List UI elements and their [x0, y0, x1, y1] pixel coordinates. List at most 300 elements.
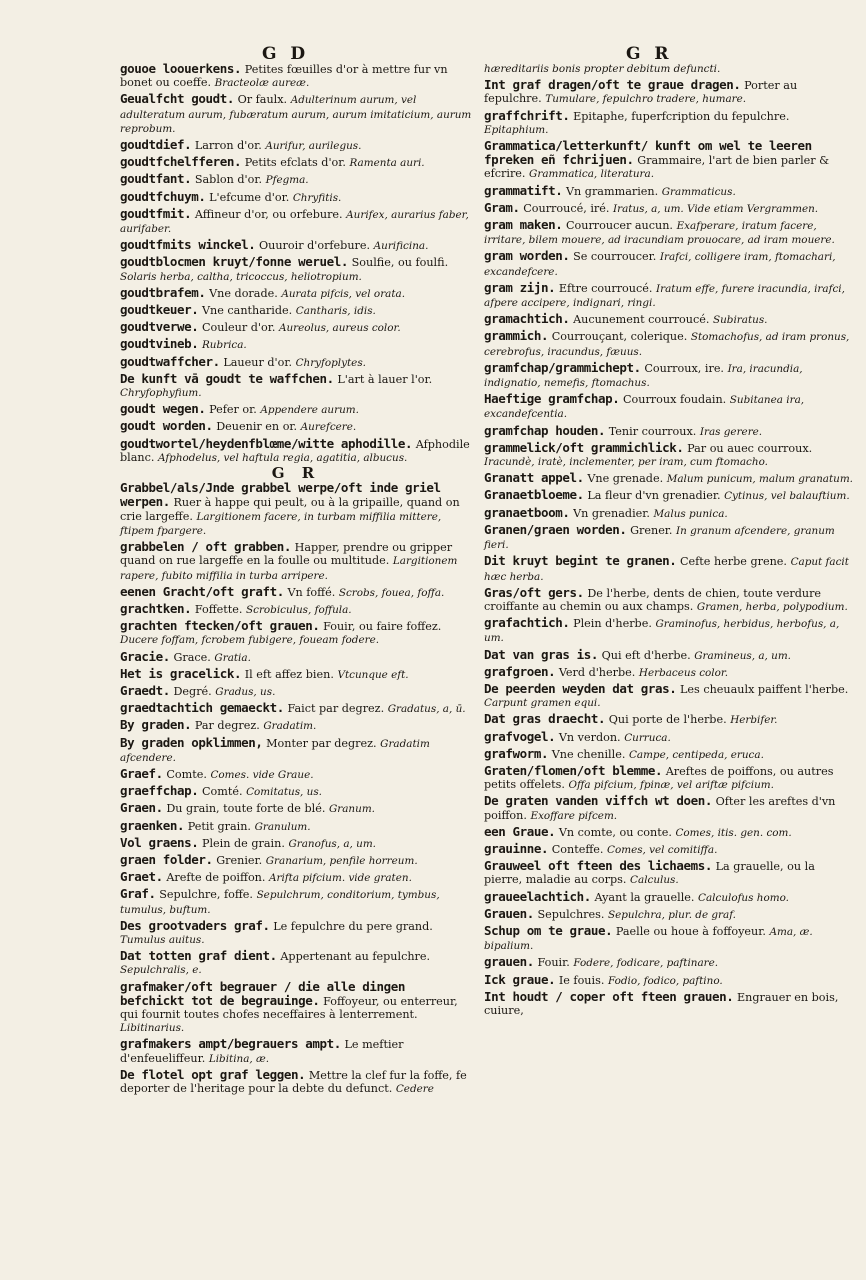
dictionary-entry	[120, 303, 472, 318]
entry-headword: De flotel opt graf leggen.	[120, 1066, 306, 1082]
entry-french: Monter par degrez.	[266, 736, 377, 750]
entry-headword: grafmaker/oft begrauer / die alle dingen befchickt tot de begrauinge.	[120, 978, 406, 1008]
dictionary-entry	[484, 281, 856, 310]
entry-headword: Geualfcht goudt.	[120, 91, 235, 107]
dictionary-entry	[484, 424, 856, 439]
entry-french: Courroux, ire.	[644, 361, 724, 375]
entry-latin: Chryfitis.	[292, 191, 342, 204]
entry-latin: Iratum effe, furere iracundia, irafci, afpere accipere, indignari, ringi.	[484, 282, 845, 310]
entry-latin: Iras gerere.	[699, 425, 763, 438]
entry-french: Petites fœuilles d'or à mettre fur vn bonet ou coeffe.	[120, 63, 448, 90]
entry-french: Grenier.	[216, 853, 263, 867]
entry-french: Or faulx.	[237, 93, 288, 107]
entry-french: Appertenant au fepulchre.	[280, 950, 431, 964]
entry-headword: goudtdief.	[120, 137, 192, 153]
dictionary-entry	[120, 585, 472, 600]
entry-french: Affineur d'or, ou orfebure.	[194, 207, 343, 221]
entry-latin: Comitatus, us.	[246, 786, 322, 799]
entry-french: Grammaire, l'art de bien parler & efcrire.	[484, 154, 830, 181]
entry-french: L'art à lauer l'or.	[337, 372, 433, 386]
entry-latin: In granum afcendere, granum fieri.	[484, 524, 835, 552]
entry-headword: Haeftige gramfchap.	[484, 391, 620, 407]
entry-french: L'efcume d'or.	[209, 190, 290, 204]
entry-latin: Appendere aurum.	[260, 404, 359, 417]
entry-french: Sablon d'or.	[194, 173, 263, 187]
entry-french: Ie fouis.	[558, 973, 605, 987]
dictionary-entry	[484, 441, 856, 469]
entry-headword: goudtwaffcher.	[120, 353, 220, 369]
dictionary-entry	[484, 201, 856, 216]
section-heading: G R	[271, 464, 321, 483]
entry-latin: Granarium, penfile horreum.	[265, 854, 418, 867]
dictionary-entry	[120, 419, 472, 434]
dictionary-entry	[484, 682, 856, 710]
dictionary-entry	[120, 155, 472, 170]
entry-latin: Epitaphium.	[484, 123, 549, 136]
entry-headword: goudtwortel/heydenfblœme/witte aphodille.	[120, 435, 413, 451]
dictionary-entry	[484, 747, 856, 762]
entry-headword: Graef.	[120, 765, 163, 781]
entry-latin: Solaris herba, caltha, tricoccus, heliotropium.	[120, 270, 362, 283]
entry-latin: Campe, centipeda, eruca.	[628, 748, 764, 761]
entry-latin: Arifta pifcium. vide graten.	[269, 872, 412, 885]
dictionary-entry	[484, 249, 856, 278]
entry-headword: Graen.	[120, 800, 163, 816]
entry-french: Il eft affez bien.	[244, 667, 334, 681]
entry-latin: Herbifer.	[730, 714, 778, 727]
entry-headword: graffchrift.	[484, 107, 570, 123]
dictionary-entry	[120, 701, 472, 716]
dictionary-entry	[120, 602, 472, 617]
dictionary-entry	[120, 238, 472, 253]
entry-french: Laueur d'or.	[223, 355, 293, 369]
entry-headword: goudtfchelfferen.	[120, 154, 242, 170]
entry-french: Plein de grain.	[201, 836, 285, 850]
dictionary-entry	[484, 990, 856, 1017]
dictionary-entry	[484, 648, 856, 663]
entry-latin: Libitinarius.	[120, 1022, 185, 1035]
entry-latin: Cytinus, vel balauftium.	[724, 490, 850, 503]
dictionary-entry	[120, 540, 472, 583]
dictionary-entry	[120, 172, 472, 187]
entry-headword: Granen/graen worden.	[484, 521, 627, 537]
entry-headword: Het is gracelick.	[120, 665, 242, 681]
entry-latin: Aurifex, aurarius faber, aurifaber.	[120, 208, 469, 236]
dictionary-entry	[120, 870, 472, 885]
dictionary-entry	[484, 924, 856, 953]
entry-french: Conteffe.	[551, 842, 604, 856]
dictionary-entry	[484, 329, 856, 358]
entry-french: Couleur d'or.	[201, 321, 276, 335]
entry-latin: Granum.	[328, 803, 375, 816]
entry-headword: Ick graue.	[484, 971, 556, 987]
entry-latin: Herbaceus color.	[638, 666, 728, 679]
entry-french: Larron d'or.	[194, 139, 262, 153]
entry-french: Vne dorade.	[209, 286, 278, 300]
entry-headword: gram worden.	[484, 248, 570, 264]
entry-latin: Malus punica.	[653, 507, 728, 520]
entry-latin: Sepulchra, plur. de graf.	[607, 908, 736, 921]
entry-french: Faict par degrez.	[287, 702, 385, 716]
entry-headword: gram maken.	[484, 217, 563, 233]
entry-headword: De graten vanden viffch wt doen.	[484, 793, 713, 809]
entry-headword: granaetboom.	[484, 504, 570, 520]
dictionary-entry	[120, 919, 472, 947]
dictionary-entry	[120, 402, 472, 417]
entry-french: Du grain, toute forte de blé.	[166, 802, 326, 816]
dictionary-entry	[120, 767, 472, 782]
entry-latin: Ira, iracundia, indignatio, nemefis, ftomachus.	[484, 362, 803, 390]
entry-headword: Dat totten graf dient.	[120, 948, 277, 964]
entry-latin: Calculus.	[630, 874, 679, 887]
entry-french: Arefte de poiffon.	[166, 871, 266, 885]
entry-latin: Gradatim afcendere.	[120, 737, 430, 764]
entry-latin: Grammaticus.	[661, 185, 736, 198]
entry-french: Comté.	[201, 785, 243, 799]
dictionary-entry	[484, 139, 856, 182]
entry-headword: grauinne.	[484, 840, 549, 856]
entry-headword: Int houdt / coper oft fteen grauen.	[484, 988, 734, 1004]
entry-french: Porter au fepulchre.	[484, 79, 798, 106]
dictionary-entry	[120, 819, 472, 834]
entry-french: Les cheuaulx paiffent l'herbe.	[679, 682, 849, 696]
entry-latin: Aurata pifcis, vel orata.	[281, 287, 406, 300]
entry-latin: Aurefcere.	[300, 421, 357, 434]
entry-french: Courrouçant, colerique.	[551, 330, 688, 344]
entry-headword: Dit kruyt begint te granen.	[484, 553, 677, 569]
entry-french: Tenir courroux.	[608, 424, 697, 438]
entry-french: Vn grenadier.	[573, 506, 650, 520]
dictionary-entry	[484, 764, 856, 792]
entry-latin: Subitanea ira, excandefcentia.	[484, 394, 805, 421]
entry-french: Eftre courroucé.	[558, 281, 653, 295]
entry-headword: goudtfant.	[120, 171, 192, 187]
entry-french: Fouir, ou faire foffez.	[323, 620, 442, 634]
entry-headword: graeffchap.	[120, 783, 199, 799]
entry-latin: Grammatica, literatura.	[529, 168, 654, 181]
header-right-mark: G R	[626, 44, 673, 64]
dictionary-entry	[120, 255, 472, 283]
dictionary-entry	[120, 1068, 472, 1096]
dictionary-entry	[120, 92, 472, 136]
dictionary-entry	[484, 859, 856, 887]
entry-headword: grafachtich.	[484, 615, 570, 631]
dictionary-entry	[120, 836, 472, 851]
entry-french: Vn foffé.	[287, 585, 336, 599]
entry-latin: Fodio, fodico, paftino.	[607, 974, 723, 987]
entry-french: Aucunement courroucé.	[573, 313, 710, 327]
entry-french: Epitaphe, fuperfcription du fepulchre.	[573, 109, 790, 123]
entry-french: Courroucer aucun.	[565, 219, 673, 233]
entry-headword: goudt worden.	[120, 418, 213, 434]
entry-french: Ruer à happe qui peult, ou à la gripaille, quand on crie largeffe.	[120, 496, 460, 523]
entry-latin: Exoffare pifcem.	[530, 809, 618, 822]
entry-french: Ofter les areftes d'vn poiffon.	[484, 795, 836, 822]
dictionary-entry	[120, 481, 472, 538]
entry-headword: gramfchap houden.	[484, 422, 606, 438]
dictionary-entry	[484, 554, 856, 583]
entry-latin: Carpunt gramen equi.	[484, 697, 601, 710]
entry-latin: Gratia.	[214, 651, 251, 664]
dictionary-entry	[484, 312, 856, 327]
entry-headword: grammelick/oft grammichlick.	[484, 439, 684, 455]
entry-headword: De peerden weyden dat gras.	[484, 680, 677, 696]
entry-french: Par degrez.	[194, 719, 260, 733]
entry-latin: Curruca.	[624, 731, 671, 744]
entry-headword: Grammatica/letterkunft/ kunft om wel te leeren fpreken eñ fchrijuen.	[484, 138, 812, 168]
dictionary-entry	[120, 190, 472, 205]
entry-latin: Gramineus, a, um.	[694, 649, 791, 662]
entry-french: Vn verdon.	[558, 730, 621, 744]
dictionary-entry	[484, 488, 856, 503]
entry-headword: Gracie.	[120, 648, 170, 664]
entry-headword: goudtfchuym.	[120, 188, 206, 204]
dictionary-entry	[120, 949, 472, 977]
entry-headword: De kunft vā goudt te waffchen.	[120, 370, 334, 386]
entry-headword: Graedt.	[120, 682, 170, 698]
entry-french: Mettre la clef fur la foffe, fe deporter de l'heritage pour la debte du defunct.	[120, 1068, 467, 1095]
entry-french: Le fepulchre du pere grand.	[273, 919, 433, 933]
right-column	[484, 62, 856, 1262]
entry-headword: graen folder.	[120, 851, 213, 867]
dictionary-entry	[484, 586, 856, 614]
entry-headword: grafmakers ampt/begrauers ampt.	[120, 1036, 341, 1052]
entry-headword: Gram.	[484, 199, 520, 215]
dictionary-entry	[484, 109, 856, 137]
entry-headword: grammich.	[484, 328, 549, 344]
dictionary-entry	[120, 372, 472, 400]
dictionary-entry	[484, 523, 856, 552]
entry-headword: goudtverwe.	[120, 319, 199, 335]
entry-french: Le meftier d'enfeueliffeur.	[120, 1038, 404, 1065]
dictionary-entry	[484, 506, 856, 521]
entry-latin: Chryfophyfium.	[120, 387, 202, 400]
entry-french: Courroucé, iré.	[523, 201, 610, 215]
entry-headword: goudt wegen.	[120, 401, 206, 417]
dictionary-entry	[120, 1037, 472, 1065]
entry-latin: Caput facit hæc herba.	[484, 556, 849, 583]
dictionary-entry	[484, 825, 856, 840]
entry-latin: Scrobiculus, foffula.	[246, 603, 352, 616]
entry-french: Qui porte de l'herbe.	[608, 713, 727, 727]
entry-headword: goudtvineb.	[120, 336, 199, 352]
entry-headword: Grauweel oft fteen des lichaems.	[484, 858, 713, 874]
entry-latin: Gradatus, a, ū.	[387, 703, 466, 716]
entry-latin: Malum punicum, malum granatum.	[666, 473, 853, 486]
entry-headword: een Graue.	[484, 823, 556, 839]
entry-latin: Aurifur, aurilegus.	[265, 140, 362, 153]
dictionary-entry	[484, 890, 856, 905]
dictionary-entry	[484, 712, 856, 727]
entry-french: Fouir.	[537, 956, 570, 970]
entry-latin: Subiratus.	[713, 314, 768, 327]
dictionary-entry	[120, 337, 472, 352]
entry-latin: Offa pifcium, fpinæ, vel ariftæ pifcium.	[568, 779, 774, 792]
entry-latin: Calculofus homo.	[698, 891, 789, 904]
entry-headword: goudtblocmen kruyt/fonne weruel.	[120, 254, 349, 270]
entry-headword: gramfchap/grammichept.	[484, 359, 641, 375]
entry-headword: graedtachtich gemaeckt.	[120, 700, 284, 716]
entry-french: Paelle ou houe à foffoyeur.	[615, 924, 766, 938]
entry-headword: Granatt appel.	[484, 470, 584, 486]
entry-headword: Graten/flomen/oft blemme.	[484, 762, 663, 778]
entry-french: Deuenir en or.	[216, 420, 298, 434]
entry-latin: Largitionem rapere, fubito miffilia in turba arripere.	[120, 555, 458, 582]
entry-headword: goudtfmits winckel.	[120, 237, 256, 253]
entry-latin: Bracteolæ aureæ.	[214, 77, 310, 90]
entry-latin: Aurificina.	[373, 240, 429, 253]
dictionary-entry	[120, 801, 472, 816]
entry-latin: Ramenta auri.	[349, 157, 425, 170]
entry-latin: Exafperare, iratum facere, irritare, bilem mouere, ad iracundiam prouocare, ad iram mouere.	[484, 220, 835, 247]
dictionary-entry	[484, 616, 856, 645]
entry-headword: grachten ftecken/oft grauen.	[120, 618, 320, 634]
entry-french: Courroux foudain.	[622, 393, 727, 407]
entry-french: Grener.	[630, 523, 673, 537]
entry-latin: Sepulchralis, e.	[120, 964, 202, 977]
dictionary-entry	[484, 392, 856, 421]
dictionary-entry	[484, 62, 856, 76]
entry-french: Grace.	[173, 650, 211, 664]
entry-headword: graenken.	[120, 817, 185, 833]
entry-french: Vn comte, ou conte.	[558, 825, 672, 839]
entry-headword: By graden.	[120, 717, 192, 733]
entry-headword: goudtkeuer.	[120, 302, 199, 318]
dictionary-entry	[120, 207, 472, 236]
entry-french: Verd d'herbe.	[558, 665, 636, 679]
entry-latin: hæreditariis bonis propter debitum defuncti.	[484, 63, 721, 75]
dictionary-entry	[484, 78, 856, 106]
entry-french: Happer, prendre ou gripper quand on rue largeffe en la foulle ou multitude.	[120, 541, 453, 568]
entry-french: Sepulchres.	[537, 907, 605, 921]
entry-latin: Ama, æ. bipalium.	[484, 925, 813, 953]
entry-latin: Afphodelus, vel haftula regia, agatitia, albucus.	[158, 451, 408, 464]
dictionary-entry	[484, 794, 856, 822]
entry-headword: Grauen.	[484, 905, 534, 921]
entry-latin: Gramen, herba, polypodium.	[696, 600, 848, 613]
dictionary-entry	[120, 736, 472, 765]
entry-french: Degré.	[173, 684, 212, 698]
entry-headword: grafworm.	[484, 745, 549, 761]
entry-latin: Gradus, us.	[215, 685, 276, 698]
dictionary-entry	[120, 619, 472, 647]
entry-headword: Vol graens.	[120, 834, 199, 850]
entry-french: De l'herbe, dents de chien, toute verdure croiffante au chemin ou aux champs.	[484, 586, 822, 613]
entry-latin: Pfegma.	[265, 174, 309, 187]
entry-french: Se courroucer.	[573, 250, 657, 264]
dictionary-entry	[484, 955, 856, 970]
entry-french: Vne cantharide.	[201, 304, 293, 318]
entry-headword: Int graf dragen/oft te graue dragen.	[484, 77, 741, 93]
dictionary-entry	[484, 842, 856, 857]
dictionary-entry	[484, 665, 856, 680]
entry-latin: Gradatim.	[263, 720, 317, 733]
entry-french: Pefer or.	[209, 403, 257, 417]
entry-french: Ouuroir d'orfebure.	[258, 239, 371, 253]
entry-latin: Comes, itis. gen. com.	[675, 826, 792, 839]
entry-french: Vne grenade.	[587, 472, 664, 486]
entry-french: Ayant la grauelle.	[594, 890, 695, 904]
entry-french: Engrauer en bois, cuiure,	[484, 990, 839, 1017]
left-column	[120, 62, 472, 1262]
dictionary-entry	[120, 784, 472, 799]
entry-headword: gouoe loouerkens.	[120, 61, 242, 76]
entry-latin: Iratus, a, um. Vide etiam Vergrammen.	[613, 202, 819, 215]
entry-latin: Graminofus, herbidus, herbofus, a, um.	[484, 618, 840, 645]
entry-latin: Cedere	[395, 1083, 434, 1095]
entry-latin: Comes, vel comitiffa.	[607, 843, 718, 856]
entry-french: Foffette.	[194, 602, 243, 616]
dictionary-entry	[484, 730, 856, 745]
entry-latin: Ducere foffam, fcrobem fubigere, foueam fodere.	[120, 634, 380, 647]
entry-latin: Chryfoplytes.	[295, 356, 366, 369]
entry-latin: Iracundè, iratè, inclementer, per iram, cum ftomacho.	[484, 456, 768, 469]
dictionary-entry	[484, 361, 856, 390]
entry-headword: grauen.	[484, 954, 534, 970]
entry-headword: Des grootvaders graf.	[120, 917, 270, 933]
entry-latin: Fodere, fodicare, paftinare.	[573, 957, 719, 970]
entry-latin: Granulum.	[254, 820, 311, 833]
dictionary-entry	[120, 684, 472, 699]
dictionary-entry	[120, 980, 472, 1036]
dictionary-entry	[120, 320, 472, 335]
dictionary-entry	[120, 138, 472, 153]
entry-headword: grafvogel.	[484, 728, 556, 744]
entry-latin: Tumulare, fepulchro tradere, humare.	[545, 93, 747, 106]
entry-latin: Irafci, colligere iram, ftomachari, excandefcere.	[484, 251, 836, 278]
entry-french: Vne chenille.	[551, 747, 626, 761]
entry-headword: Dat van gras is.	[484, 646, 599, 662]
entry-french: Plein d'herbe.	[573, 617, 652, 631]
entry-headword: eenen Gracht/oft graft.	[120, 583, 284, 599]
entry-latin: Comes. vide Graue.	[210, 768, 314, 781]
entry-french: Cefte herbe grene.	[679, 555, 787, 569]
dictionary-entry	[484, 218, 856, 247]
dictionary-entry	[484, 907, 856, 922]
entry-latin: Stomachofus, ad iram pronus, cerebrofus, iracundus, fæuus.	[484, 331, 850, 358]
entry-headword: grachtken.	[120, 600, 192, 616]
entry-headword: Graf.	[120, 886, 156, 902]
entry-latin: Granofus, a, um.	[288, 837, 376, 850]
entry-headword: Dat gras draecht.	[484, 711, 606, 727]
entry-french: Qui eft d'herbe.	[601, 648, 691, 662]
dictionary-entry	[484, 184, 856, 199]
entry-headword: grammatift.	[484, 182, 563, 198]
entry-latin: Libitina, æ.	[208, 1052, 270, 1065]
dictionary-entry	[120, 286, 472, 301]
dictionary-entry	[120, 887, 472, 916]
entry-headword: goudtbrafem.	[120, 284, 206, 300]
entry-headword: Graet.	[120, 869, 163, 885]
dictionary-entry	[120, 650, 472, 665]
entry-headword: gramachtich.	[484, 311, 570, 327]
entry-headword: grafgroen.	[484, 663, 556, 679]
entry-headword: gram zijn.	[484, 279, 556, 295]
dictionary-entry	[120, 355, 472, 370]
dictionary-entry	[120, 667, 472, 682]
entry-french: La fleur d'vn grenadier.	[587, 489, 721, 503]
entry-latin: Sepulchrum, conditorium, tymbus, tumulus, buftum.	[120, 889, 440, 916]
entry-latin: Scrobs, fouea, foffa.	[338, 586, 445, 599]
entry-headword: graueelachtich.	[484, 888, 591, 904]
entry-headword: By graden opklimmen,	[120, 734, 263, 750]
entry-headword: grabbelen / oft grabben.	[120, 539, 292, 555]
entry-latin: Cantharis, idis.	[295, 305, 376, 318]
entry-french: Afphodile blanc.	[120, 437, 470, 464]
entry-french: Sepulchre, foffe.	[159, 888, 253, 902]
entry-latin: Vtcunque eft.	[337, 668, 409, 681]
dictionary-entry	[484, 973, 856, 988]
